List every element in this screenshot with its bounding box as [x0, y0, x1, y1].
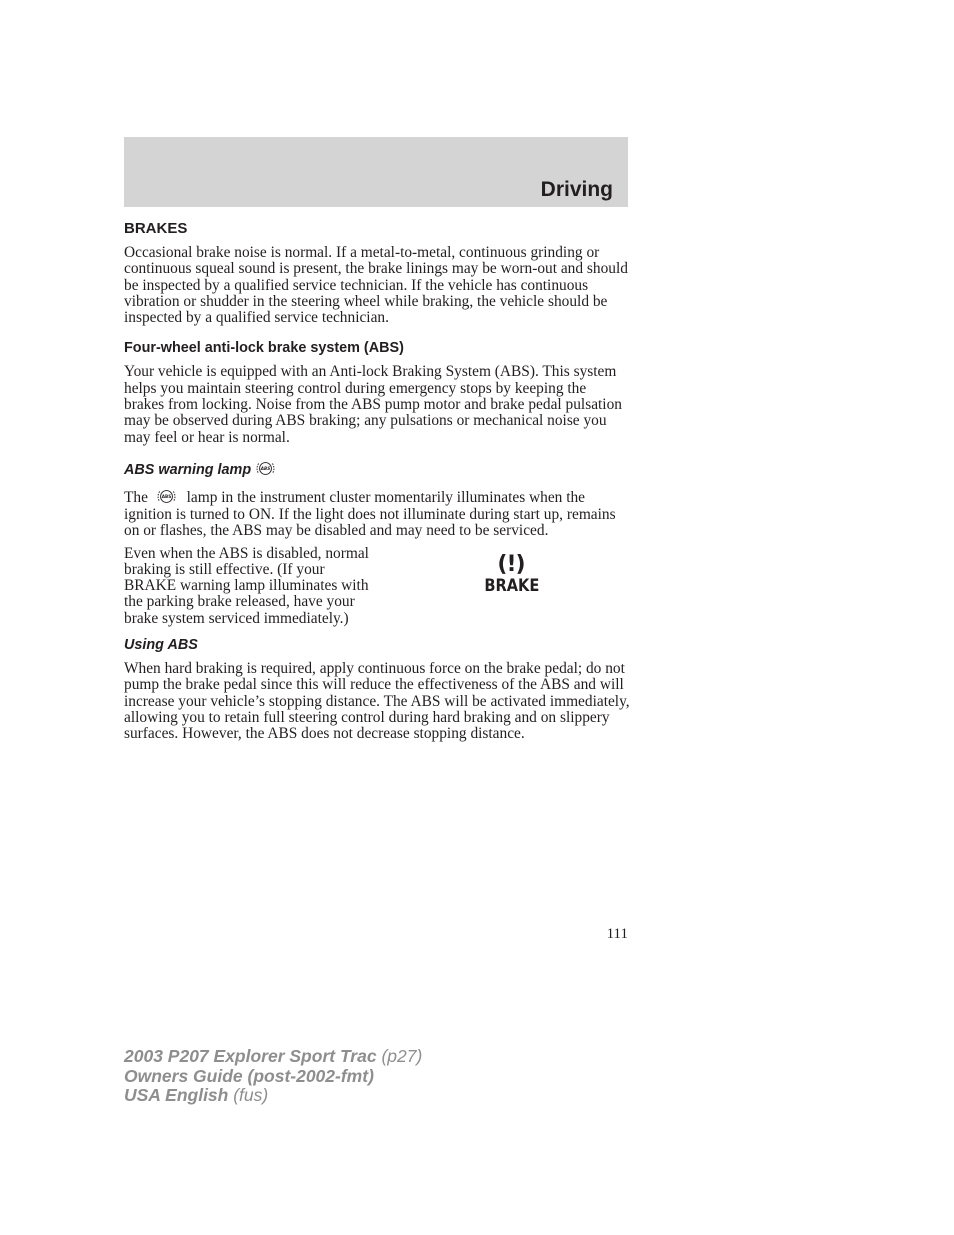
- abs-disabled-paragraph: Even when the ABS is disabled, normal braking is still effective. (If your BRAKE warning lamp illuminates with the parking brake released, have your brake system serviced immediately.): [124, 544, 369, 627]
- abs-lamp-icon-label: ABS: [260, 465, 271, 471]
- footer-line-2: [124, 1067, 422, 1087]
- footer-model-code: (p27): [381, 1046, 423, 1066]
- using-abs-heading: Using ABS: [124, 637, 198, 654]
- abs-lamp-inline-icon-label: ABS: [161, 493, 172, 499]
- footer-guide: Owners Guide (post-2002-fmt): [124, 1065, 374, 1086]
- abs-paragraph: Your vehicle is equipped with an Anti-lock Braking System (ABS). This system helps you maintain steering control during emergency stops by keeping the brakes from locking. Noise from the ABS pump motor and brake pedal pulsation may be observed during ABS braking; any pulsations or mechanical noise you may feel or hear is normal.: [124, 363, 622, 446]
- section-header-band: [124, 137, 628, 207]
- abs-warning-lamp-heading: [124, 458, 630, 479]
- abs-lamp-paragraph-rest: lamp in the instrument cluster momentarily illuminates when the ignition is turned to ON. If the light does not illuminate during start up, remains on or flashes, the ABS may be disabled and may need to be serviced.: [124, 488, 616, 540]
- abs-lamp-paragraph-start: The: [124, 488, 148, 506]
- abs-lamp-paragraph: [124, 486, 630, 540]
- page-content: [124, 220, 630, 743]
- section-title: Driving: [540, 178, 613, 201]
- brakes-paragraph: Occasional brake noise is normal. If a metal-to-metal, continuous grinding or continuous squeal sound is present, the brake linings may be worn-out and should be inspected by a qualified service technician. If the vehicle has continuous vibration or shudder in the steering wheel while braking, the vehicle should be inspected by a qualified service technician.: [124, 244, 628, 327]
- abs-warning-lamp-heading-text: ABS warning lamp: [124, 461, 252, 478]
- brake-warning-label: BRAKE: [484, 575, 540, 596]
- footer-language: USA English: [124, 1085, 229, 1105]
- footer-line-3: [124, 1086, 422, 1106]
- using-abs-paragraph: When hard braking is required, apply continuous force on the brake pedal; do not pump the brake pedal since this will reduce the effectiveness of the ABS and will increase your vehicle’s stopping distance. The ABS will be activated immediately, allowing you to retain full steering control during hard braking and on slippery surfaces. However, the ABS does not decrease stopping distance.: [124, 660, 630, 743]
- footer-line-1: [124, 1047, 422, 1067]
- brake-warning-icon: [480, 551, 542, 596]
- footer-model: 2003 P207 Explorer Sport Trac: [124, 1046, 377, 1066]
- brake-lamp-block: [124, 546, 630, 627]
- page-number: 111: [606, 926, 628, 942]
- footer-language-code: (fus): [233, 1085, 269, 1105]
- brake-warning-symbol: (!): [497, 551, 525, 577]
- brakes-heading: BRAKES: [124, 220, 188, 237]
- abs-lamp-inline-icon: [156, 486, 177, 507]
- abs-lamp-icon: [255, 458, 276, 479]
- abs-heading: Four-wheel anti-lock brake system (ABS): [124, 340, 404, 357]
- document-footer: [124, 1047, 422, 1106]
